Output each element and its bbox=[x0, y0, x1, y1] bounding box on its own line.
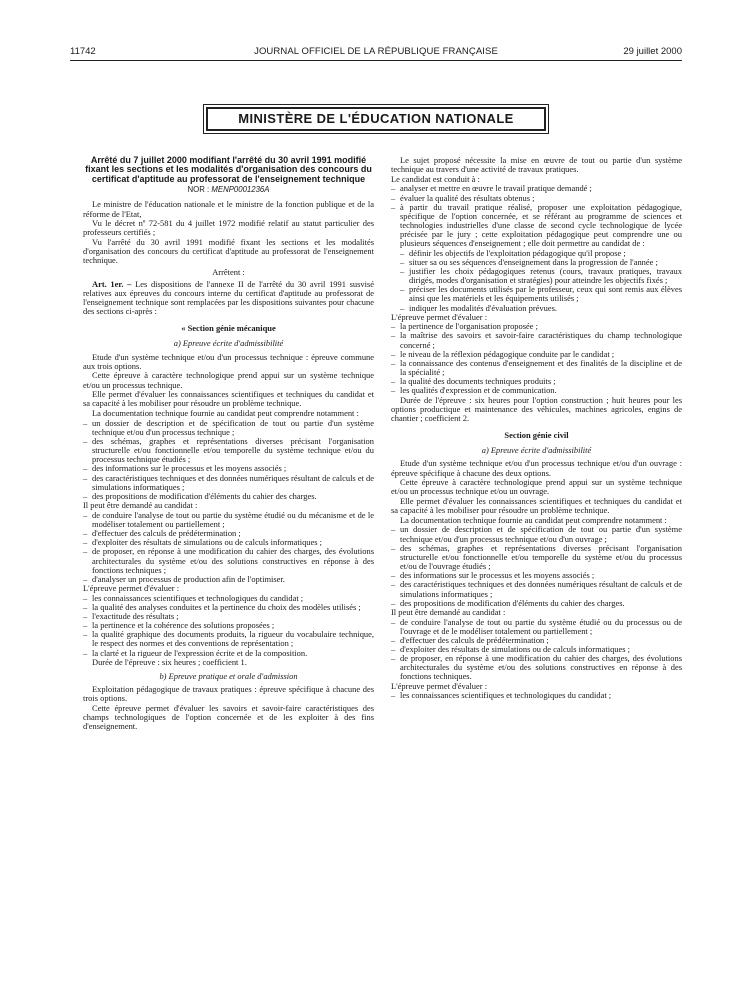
right-eval-intro-2: L'épreuve permet d'évaluer : bbox=[391, 680, 488, 691]
list-item: – des propositions de modification d'éléments du cahier des charges. bbox=[83, 492, 374, 501]
right-subtitle-ecrite bbox=[391, 446, 682, 455]
left-column bbox=[83, 156, 374, 732]
article-label: Art. 1er. – bbox=[92, 278, 132, 289]
list-item: – indiquer les modalités d'évaluation prévues. bbox=[391, 304, 682, 313]
list-item: – de conduire l'analyse de tout ou partie du système étudié ou du mécanisme et de le modéliser totalement ou partiellement ; bbox=[83, 511, 374, 529]
right-eval-intro: L'épreuve permet d'évaluer : bbox=[391, 311, 488, 322]
list-item: – justifier les choix pédagogiques retenus (cours, travaux pratiques, travaux dirigés, modes d'organisation et stratégies) pour atteindre les objectifs fixés ; bbox=[391, 267, 682, 285]
list-item: – les qualités d'expression et de communication. bbox=[391, 386, 682, 395]
list-item: – analyser et mettre en œuvre le travail pratique demandé ; bbox=[391, 184, 682, 193]
list-item: – des caractéristiques techniques et des données numériques résultant de calculs et de simulations informatiques ; bbox=[83, 474, 374, 492]
intro-paragraph: Le ministre de l'éducation nationale et le ministre de la fonction publique et de la réforme de l'Etat, bbox=[83, 199, 374, 219]
list-item: – à partir du travail pratique réalisé, proposer une exploitation pédagogique, spécifique de l'option concernée, et se référant au programme de sciences et technologies industrielles d'une classe de second cycle technologique de lycée précisée par le jury ; cette exploitation pédagogique peut comprendre une ou plusieurs séquences d'enseignement ; elle doit permettre au candidat de : bbox=[391, 203, 682, 249]
list-item: – les connaissances scientifiques et technologiques du candidat ; bbox=[391, 691, 682, 700]
list-item: – la qualité des analyses conduites et la pertinence du choix des modèles utilisés ; bbox=[83, 603, 374, 612]
body-paragraph: Cette épreuve à caractère technologique prend appui sur un système technique et/ou un processus technique. bbox=[83, 370, 374, 390]
right-list-eval-2 bbox=[391, 691, 682, 700]
section-title-mecanique: « Section génie mécanique bbox=[181, 323, 276, 334]
list-item: – d'effectuer des calculs de prédétermination ; bbox=[391, 636, 682, 645]
list-item: – la qualité des documents techniques produits ; bbox=[391, 377, 682, 386]
intro-block bbox=[83, 200, 374, 265]
right-paragraphs-a bbox=[391, 459, 682, 525]
header-rule bbox=[70, 60, 682, 61]
demande-intro: Il peut être demandé au candidat : bbox=[83, 500, 198, 511]
list-item: – l'exactitude des résultats ; bbox=[83, 612, 374, 621]
subtitle-ecrite-text: a) Epreuve écrite d'admissibilité bbox=[173, 338, 284, 349]
list-item: – d'analyser un processus de production afin de l'optimiser. bbox=[83, 575, 374, 584]
list-item: – définir les objectifs de l'exploitation pédagogique qu'il propose ; bbox=[391, 249, 682, 258]
conduit-intro: Le candidat est conduit à : bbox=[391, 173, 480, 184]
list-item: – la qualité graphique des documents produits, la rigueur du vocabulaire technique, le respect des normes et des conventions de représentation ; bbox=[83, 630, 374, 648]
list-conduit bbox=[391, 184, 682, 248]
list-item: – évaluer la qualité des résultats obtenus ; bbox=[391, 194, 682, 203]
right-list-eval bbox=[391, 322, 682, 395]
duree: Durée de l'épreuve : six heures ; coefficient 1. bbox=[92, 656, 247, 667]
body-paragraph: Cette épreuve à caractère technologique prend appui sur un système technique et/ou un processus technique et/ou un ouvrage. bbox=[391, 477, 682, 497]
list-item: – préciser les documents utilisés par le professeur, ceux qui sont remis aux élèves ainsi que les matériels et les équipements utilisés ; bbox=[391, 285, 682, 303]
list-item: – de conduire l'analyse de tout ou partie du système étudié ou du processus ou de l'ouvrage et de le modéliser totalement ou partiellement ; bbox=[391, 618, 682, 636]
list-item: – des schémas, graphes et représentations diverses précisant l'organisation structurelle et/ou fonctionnelle et/ou temporelle du système technique et/ou du processus technique étudiés ; bbox=[83, 437, 374, 464]
body-paragraph: Exploitation pédagogique de travaux pratiques : épreuve spécifique à chacune des trois options. bbox=[83, 684, 374, 704]
list-item: – la pertinence de l'organisation proposée ; bbox=[391, 322, 682, 331]
subtitle-pratique bbox=[83, 672, 374, 681]
list-item: – des propositions de modification d'éléments du cahier des charges. bbox=[391, 599, 682, 608]
list-item: – des schémas, graphes et représentations diverses précisant l'organisation structurelle et/ou fonctionnelle et/ou temporelle du système et/ou du processus et/ou de l'ouvrage étudiés ; bbox=[391, 544, 682, 571]
list-item: – de proposer, en réponse à une modification du cahier des charges, des évolutions architecturales du système et/ou des solutions constructives en réponse à des fonctions techniques. bbox=[391, 654, 682, 681]
body-paragraph: La documentation technique fournie au candidat peut comprendre notamment : bbox=[92, 408, 359, 418]
nor-value: MENP0001236A bbox=[211, 185, 270, 195]
page-number: 11742 bbox=[70, 46, 96, 57]
subtitle-ecrite bbox=[83, 339, 374, 348]
paragraphs-a bbox=[83, 353, 374, 419]
list-item: – d'exploiter des résultats de simulations ou de calculs informatiques ; bbox=[391, 645, 682, 654]
list-conduit-sub bbox=[391, 249, 682, 313]
list-item: – la maîtrise des savoirs et savoir-faire caractéristiques du champ technologique concerné ; bbox=[391, 331, 682, 349]
paragraphs-b bbox=[83, 685, 374, 731]
list-item: – de proposer, en réponse à une modification du cahier des charges, des évolutions architecturales du système et/ou des solutions constructives en réponse à des fonctions techniques ; bbox=[83, 547, 374, 574]
list-item: – d'effectuer des calculs de prédétermination ; bbox=[83, 529, 374, 538]
right-column bbox=[391, 156, 682, 700]
body-paragraph: Elle permet d'évaluer les connaissances scientifiques et techniques du candidat et sa capacité à les mobiliser pour résoudre un problème technique. bbox=[83, 389, 374, 409]
list-documentation bbox=[83, 419, 374, 501]
body-paragraph: Etude d'un système technique et/ou d'un processus technique et/ou d'un ouvrage : épreuve spécifique à chacune des deux options. bbox=[391, 458, 682, 478]
list-item: – un dossier de description et de spécification de tout ou partie d'un système technique et/ou d'un processus technique et/ou d'un ouvrage ; bbox=[391, 525, 682, 543]
article-text: Les dispositions de l'annexe II de l'arrêté du 30 avril 1991 susvisé relatives aux épreuves du concours interne du certificat d'aptitude au professorat de l'enseignement technique sont remplacées par les dispositions suivantes pour chacune des sections ci-après : bbox=[83, 278, 375, 317]
ministry-box bbox=[203, 104, 549, 134]
journal-title: JOURNAL OFFICIEL DE LA RÉPUBLIQUE FRANÇAISE bbox=[254, 46, 498, 57]
list-item: – des informations sur le processus et les moyens associés ; bbox=[391, 571, 682, 580]
section-title-civil: Section génie civil bbox=[504, 430, 569, 441]
list-eval bbox=[83, 594, 374, 658]
body-paragraph: La documentation technique fournie au candidat peut comprendre notamment : bbox=[400, 514, 667, 525]
list-item: – la connaissance des contenus d'enseignement et des finalités de la discipline et de la spécialité ; bbox=[391, 359, 682, 377]
right-para-1: Le sujet proposé nécessite la mise en œuvre de tout ou partie d'un système technique au travers d'une activité de travaux pratiques. bbox=[391, 155, 682, 175]
list-item: – un dossier de description et de spécification de tout ou partie d'un système technique et/ou d'un processus technique ; bbox=[83, 419, 374, 437]
list-item: – des informations sur le processus et les moyens associés ; bbox=[83, 464, 374, 473]
nor-label: NOR : bbox=[187, 185, 210, 195]
intro-paragraph: Vu le décret nº 72-581 du 4 juillet 1972 modifié relatif au statut particulier des professeurs certifiés ; bbox=[83, 218, 374, 238]
page-header bbox=[70, 46, 682, 60]
list-demande bbox=[83, 511, 374, 584]
publication-date: 29 juillet 2000 bbox=[623, 46, 682, 57]
nor-reference bbox=[83, 185, 374, 194]
list-item: – le niveau de la réflexion pédagogique conduite par le candidat ; bbox=[391, 350, 682, 359]
eval-intro: L'épreuve permet d'évaluer : bbox=[83, 582, 180, 593]
body-paragraph: Cette épreuve permet d'évaluer les savoirs et savoir-faire caractéristiques des champs technologiques de l'option concernée et de les exploiter à des fins d'enseignement. bbox=[83, 702, 374, 732]
right-list-documentation bbox=[391, 525, 682, 607]
right-list-demande bbox=[391, 618, 682, 682]
article-1 bbox=[83, 280, 374, 317]
arretent-heading: Arrêtent : bbox=[212, 267, 245, 278]
list-item: – situer sa ou ses séquences d'enseignement dans la progression de l'année ; bbox=[391, 258, 682, 267]
subtitle-pratique-text: b) Epreuve pratique et orale d'admission bbox=[159, 670, 298, 681]
list-item: – la clarté et la rigueur de l'expression écrite et de la composition. bbox=[83, 649, 374, 658]
right-duree: Durée de l'épreuve : six heures pour l'option construction ; huit heures pour les options productique et maintenance des véhicules, machines agricoles, engins de chantier ; coefficient 2. bbox=[391, 394, 682, 423]
list-item: – la pertinence et la cohérence des solutions proposées ; bbox=[83, 621, 374, 630]
body-paragraph: Etude d'un système technique et/ou d'un processus technique : épreuve commune aux trois options. bbox=[83, 351, 374, 371]
body-paragraph: Elle permet d'évaluer les connaissances scientifiques et techniques du candidat et sa capacité à les mobiliser pour résoudre un problème technique. bbox=[391, 495, 682, 516]
intro-paragraph: Vu l'arrêté du 30 avril 1991 modifié fixant les sections et les modalités d'organisation des concours du certificat d'aptitude au professorat de l'enseignement technique. bbox=[83, 237, 374, 266]
list-item: – des caractéristiques techniques et des données numériques résultant de calculs et de simulations informatiques ; bbox=[391, 580, 682, 598]
list-item: – les connaissances scientifiques et technologiques du candidat ; bbox=[83, 594, 374, 603]
ministry-title: MINISTÈRE DE L'ÉDUCATION NATIONALE bbox=[206, 107, 546, 131]
list-item: – d'exploiter des résultats de simulations ou de calculs informatiques ; bbox=[83, 538, 374, 547]
right-demande-intro: Il peut être demandé au candidat : bbox=[391, 606, 506, 617]
right-subtitle-ecrite-text: a) Epreuve écrite d'admissibilité bbox=[481, 445, 592, 456]
decree-title: Arrêté du 7 juillet 2000 modifiant l'arrêté du 30 avril 1991 modifié fixant les sections et les modalités d'organisation des concours du certificat d'aptitude au professorat de l'enseignement technique bbox=[85, 155, 372, 184]
